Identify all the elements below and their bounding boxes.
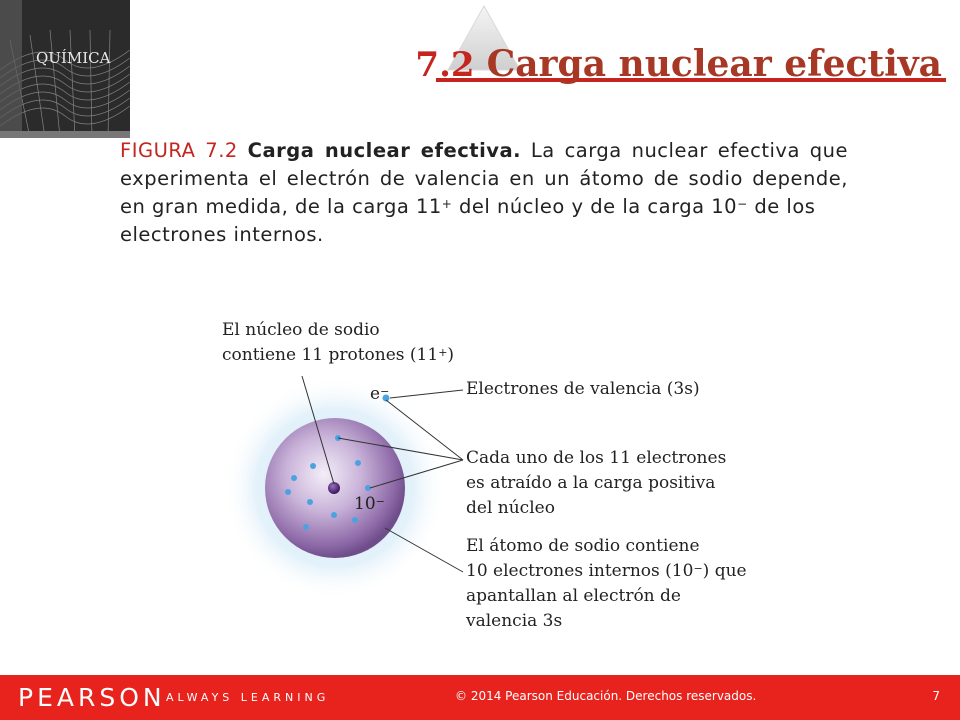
nucleus-label-line2 [222, 343, 454, 368]
book-cover-image [0, 0, 130, 138]
section-number: 7.2 [415, 45, 475, 85]
caption-sup-minus: − [737, 197, 748, 211]
tagline: ALWAYS LEARNING [166, 691, 330, 704]
page-number: 7 [932, 689, 940, 703]
attraction-label-line1: Cada uno de los 11 electrones [466, 448, 727, 468]
valence-electrons-label: Electrones de valencia (3s) [466, 379, 700, 399]
figure-caption [120, 137, 848, 249]
inner-charge-sup: − [375, 495, 385, 508]
electron-symbol-sup: − [380, 385, 390, 398]
nucleus-label [222, 318, 454, 368]
valence-electron-symbol [370, 382, 389, 407]
pearson-logo: PEARSON [18, 683, 166, 712]
nucleus-label-line2-text: contiene 11 protones (11 [222, 345, 439, 365]
section-title: Carga nuclear efectiva [486, 43, 942, 85]
inner-charge-label [354, 492, 385, 517]
shielding-label-line2-text: 10 electrones internos (10 [466, 561, 694, 581]
caption-text-line2: electrones internos. [120, 223, 324, 246]
shielding-label-line1: El átomo de sodio contiene [466, 536, 700, 556]
figure-label: FIGURA 7.2 [120, 139, 238, 162]
attraction-label-line2: es atraído a la carga positiva [466, 473, 716, 493]
shielding-label-sup: − [693, 562, 703, 575]
caption-text-1: La carga nuclear efectiva que experimenta el electrón de valencia en un átomo de sodio depende, en gran medida, de la carga 11 [120, 139, 848, 218]
shielding-label-line4: valencia 3s [466, 611, 563, 631]
caption-text-3: de los [747, 195, 816, 218]
nucleus-label-close: ) [447, 345, 455, 365]
inner-charge-value: 10 [354, 494, 376, 514]
figure-name: Carga nuclear efectiva. [247, 139, 522, 162]
footer-bar [0, 675, 960, 720]
caption-text-2: del núcleo y de la carga 10 [452, 195, 738, 218]
shielding-label [466, 534, 747, 634]
shielding-label-line2 [466, 559, 747, 584]
attraction-label [466, 446, 726, 521]
sodium-atom-diagram [210, 310, 770, 650]
attraction-label-line3: del núcleo [466, 498, 555, 518]
caption-sup-plus: + [441, 197, 453, 211]
book-cover-title: QUÍMICA [36, 49, 111, 67]
shielding-label-line3: apantallan al electrón de [466, 586, 681, 606]
copyright-text: © 2014 Pearson Educación. Derechos reservados. [455, 689, 757, 703]
nucleus-label-line1: El núcleo de sodio [222, 320, 380, 340]
shielding-label-close: ) que [702, 561, 747, 581]
electron-symbol: e [370, 384, 381, 404]
slide-title [415, 28, 942, 85]
nucleus-label-sup: + [438, 346, 448, 359]
